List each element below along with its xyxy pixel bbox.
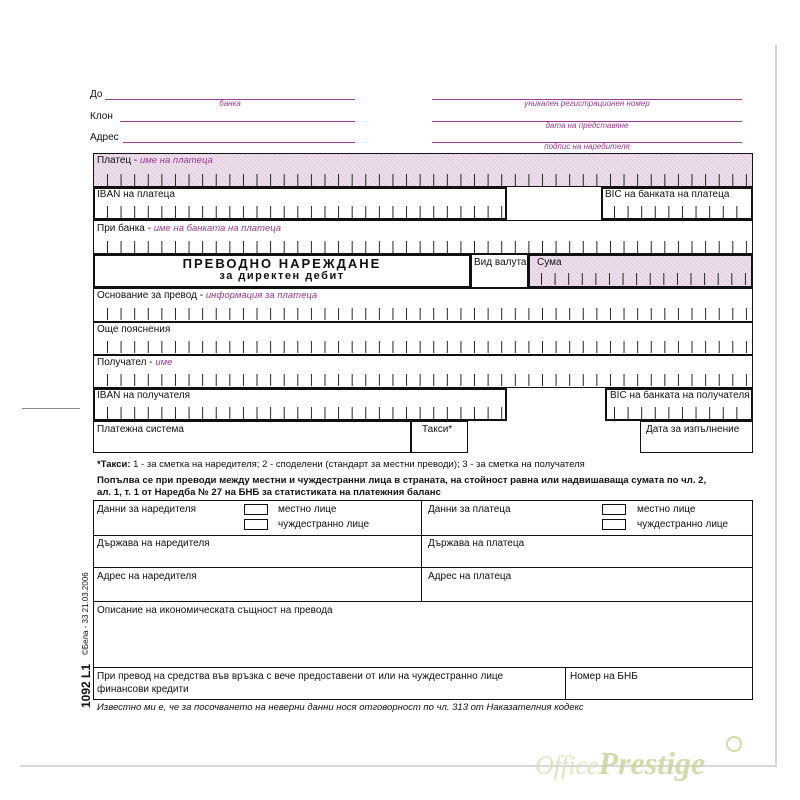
stats-bnb-divider [565,667,566,700]
submit-date-hint: дата на представяне [545,121,629,130]
credits-line1: При превод на средства във връзка с вече предоставени от или на чуждестранно лице [97,671,504,682]
stats-hline-1 [93,535,753,536]
economic-desc-label: Описание на икономическата същност на превода [97,605,333,616]
orderer-address-label: Адрес на наредителя [97,571,197,582]
stats-vdivider [421,500,422,601]
payer-hint: име на платеца [140,155,213,166]
payer-iban-label: IBAN на платеца [97,189,175,200]
reason-cells [107,308,753,320]
payer-label-text: Платец - [97,155,138,166]
form-title: ПРЕВОДНО НАРЕЖДАНЕ [182,256,382,271]
form-meta: ©Бела - 33 21.03.2006 [81,572,90,655]
bank-hint: банка [219,99,241,108]
payer-local-label: местно лице [637,504,696,515]
execution-date-label: Дата за изпълнение [646,424,740,435]
at-bank-hint: име на банката на платеца [153,223,282,234]
orderer-local-label: местно лице [278,504,337,515]
declaration: Известно ми е, че за посочването на неверни данни нося отговорност по чл. 313 от Наказателния кодекс [97,702,584,713]
at-bank-label-text: При банка - [97,223,151,234]
signature-hint: подпис на наредителя [544,142,630,151]
currency-label: Вид валута [474,257,527,268]
address-label: Адрес [90,132,119,143]
page-shadow-right [775,45,777,767]
stats-hline-3 [93,601,753,602]
orderer-country-label: Държава на наредителя [97,538,210,549]
more-info-label: Още пояснения [97,324,171,335]
watermark-logo [535,745,705,782]
orderer-local-checkbox[interactable] [244,504,268,515]
form-code: 1092 L1 [79,663,93,708]
stats-note-line2: ал. 1, т. 1 от Наредба № 27 на БНБ за статистиката на платежния баланс [97,487,441,498]
recipient-iban-label: IBAN на получателя [97,390,191,401]
watermark-word-1: Office [535,751,599,780]
payer-foreign-label: чуждестранно лице [637,519,729,530]
recipient-iban-cells [107,407,503,419]
branch-line [120,121,355,122]
unique-reg-hint: уникален регистрационен номер [524,99,650,108]
stats-hline-2 [93,567,753,568]
credits-line2: финансови кредити [97,684,189,695]
fees-note-text: 1 - за сметка на наредителя; 2 - споделени (стандарт за местни преводи); 3 - за сметка на получателя [133,459,585,470]
stats-hline-4 [93,667,753,668]
reason-label [97,290,317,301]
payer-address-label: Адрес на платеца [428,571,512,582]
payer-country-label: Държава на платеца [428,538,525,549]
payer-cells [107,174,753,186]
form-subtitle: за директен дебит [219,270,345,282]
payer-bic-cells [614,206,750,218]
stats-note-line1: Попълва се при преводи между местни и чуждестранни лица в страната, на стойност равна или надвишаваща сумата по чл. 2, [97,475,707,486]
amount-cells [541,273,753,285]
recipient-cells [107,374,753,386]
at-bank-cells [107,241,753,253]
payer-bic-label: BIC на банката на платеца [605,189,730,200]
fees-note-prefix: *Такси: [97,459,131,470]
address-line [123,142,355,143]
recipient-bic-cells [614,407,750,419]
payer-local-checkbox[interactable] [602,504,626,515]
payer-label [97,155,213,166]
payer-iban-cells [107,206,503,218]
at-bank-label [97,223,281,234]
fees-label: Такси* [422,424,453,435]
fold-mark [22,408,80,409]
orderer-foreign-checkbox[interactable] [244,519,268,530]
fees-note [97,459,585,470]
recipient-label [97,357,172,368]
more-info-cells [107,341,753,353]
bnb-number-label: Номер на БНБ [570,671,638,682]
amount-label: Сума [537,257,562,268]
branch-label: Клон [90,111,113,122]
orderer-foreign-label: чуждестранно лице [278,519,370,530]
recipient-bic-label: BIC на банката на получателя [610,390,750,401]
payment-system-label: Платежна система [97,424,184,435]
reason-hint: информация за платеца [205,290,318,301]
orderer-data-label: Данни за наредителя [97,504,197,515]
recipient-label-text: Получател - [97,357,153,368]
payer-data-label: Данни за платеца [428,504,511,515]
recipient-hint: име [155,357,173,368]
payer-foreign-checkbox[interactable] [602,519,626,530]
to-label: До [90,89,103,100]
watermark-word-2: Prestige [598,745,706,781]
watermark-leaf-icon [726,736,742,752]
stats-section [93,500,753,700]
reason-label-text: Основание за превод - [97,290,204,301]
